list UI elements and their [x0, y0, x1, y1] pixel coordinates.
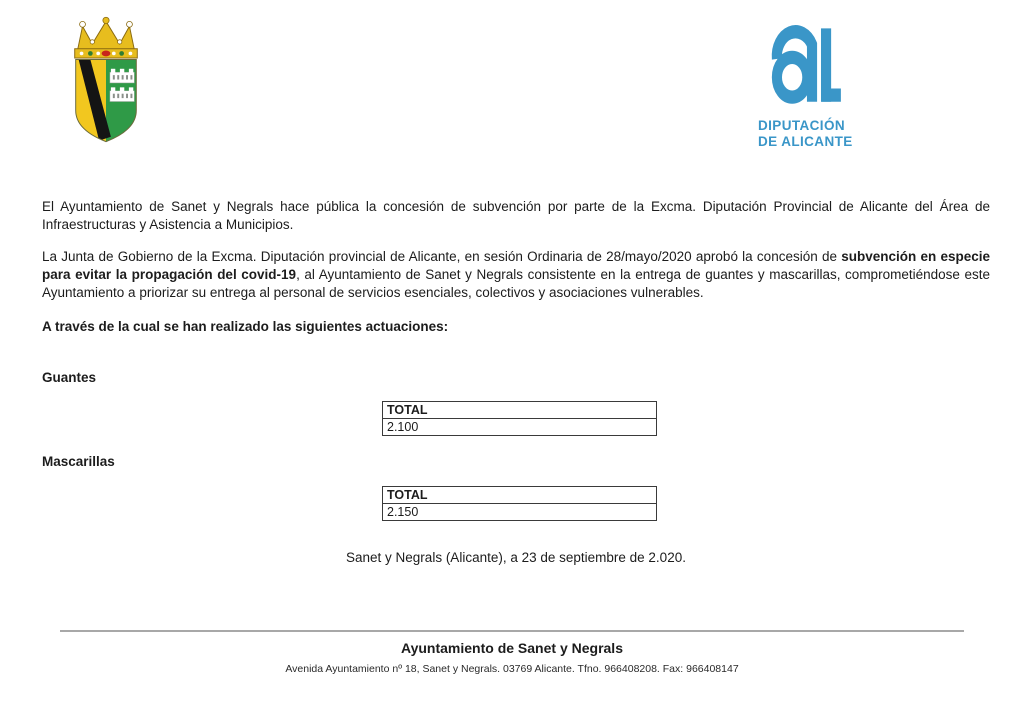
guantes-table-value: 2.100: [383, 419, 657, 436]
section-label-guantes: Guantes: [42, 370, 97, 385]
diputacion-logo-text-line2: DE ALICANTE: [758, 134, 853, 149]
diputacion-logo-text-line1: DIPUTACIÓN: [758, 118, 845, 133]
document-footer: [0, 630, 1024, 675]
table-row: [383, 487, 657, 504]
document-body: [42, 198, 990, 567]
footer-divider: [60, 630, 964, 632]
actions-heading: A través de la cual se han realizado las siguientes actuaciones:: [42, 319, 449, 334]
table-row: [383, 402, 657, 419]
footer-address: Avenida Ayuntamiento nº 18, Sanet y Negrals. 03769 Alicante. Tfno. 966408208. Fax: 966408147: [285, 663, 739, 675]
guantes-table-header: TOTAL: [383, 402, 657, 419]
coat-of-arms-icon: [62, 16, 150, 146]
paragraph-resolution: [42, 248, 990, 302]
diputacion-monogram-icon: [766, 12, 844, 114]
paragraph-resolution-after: , al Ayuntamiento de Sanet y Negrals consistente en la entrega de guantes y mascarillas, comprometiéndose este Ayuntamiento a priorizar su entrega al personal de servicios esenciales, colectivos y asociaciones vulnerables.: [42, 267, 990, 300]
date-line: Sanet y Negrals (Alicante), a 23 de septiembre de 2.020.: [346, 550, 686, 565]
footer-title: Ayuntamiento de Sanet y Negrals: [401, 640, 623, 656]
table-row: [383, 419, 657, 436]
mascarillas-table-value: 2.150: [383, 504, 657, 521]
section-label-mascarillas: Mascarillas: [42, 454, 115, 469]
guantes-total-table: [382, 401, 657, 436]
table-row: [383, 504, 657, 521]
mascarillas-total-table: [382, 486, 657, 521]
paragraph-resolution-bold: subvención en especie para evitar la propagación del covid-19: [42, 249, 990, 282]
mascarillas-table-header: TOTAL: [383, 487, 657, 504]
diputacion-alicante-logo: [758, 12, 888, 150]
paragraph-resolution-before: La Junta de Gobierno de la Excma. Diputación provincial de Alicante, en sesión Ordinaria de 28/mayo/2020 aprobó la concesión de: [42, 249, 842, 264]
paragraph-announcement: El Ayuntamiento de Sanet y Negrals hace pública la concesión de subvención por parte de la Excma. Diputación Provincial de Alicante del Área de Infraestructuras y Asistencia a Municipios.: [42, 199, 990, 232]
